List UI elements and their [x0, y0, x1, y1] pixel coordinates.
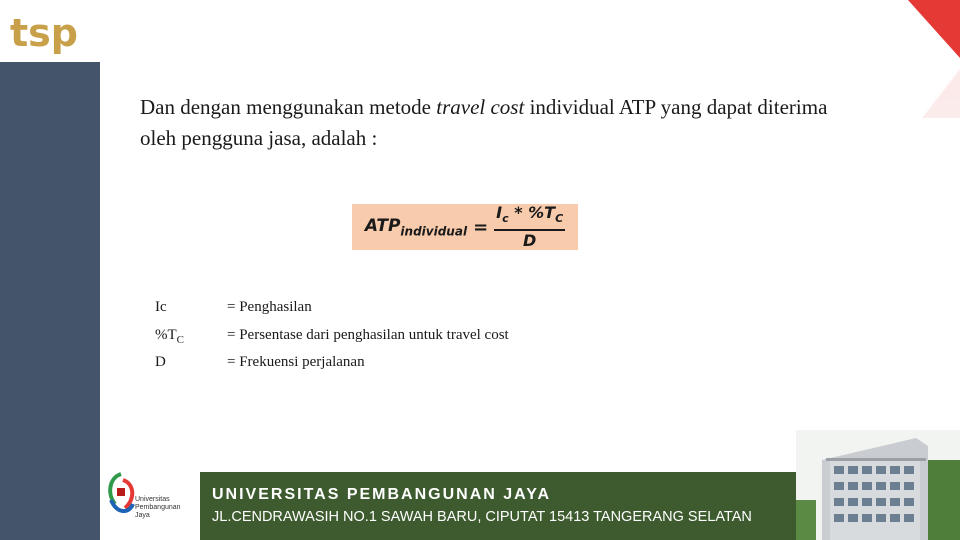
logo-text: tsp: [10, 11, 78, 55]
numer-tc-sub: C: [555, 212, 564, 226]
definition-row: [155, 351, 509, 379]
numer-ic-sub: c: [502, 212, 509, 226]
university-emblem-icon: [105, 470, 137, 520]
sidebar-band: [0, 62, 100, 540]
definition-symbol: Ic: [155, 299, 167, 315]
definition-text: = Frekuensi perjalanan: [227, 354, 365, 370]
intro-text-1: Dan dengan menggunakan metode: [140, 95, 437, 119]
definition-text: = Persentase dari penghasilan untuk travel cost: [227, 326, 509, 343]
numer-op: * %T: [508, 202, 556, 222]
intro-text-2: individual ATP yang dapat diterima oleh pengguna jasa, adalah :: [140, 95, 828, 150]
definitions-list: [155, 296, 509, 379]
campus-building-image: [796, 430, 960, 540]
tsp-logo: [10, 10, 90, 58]
definition-row: [155, 324, 509, 352]
formula-lhs-sub: individual: [400, 224, 468, 239]
formula-lhs: [365, 216, 467, 238]
formula-equals: =: [473, 216, 489, 238]
definition-symbol: D: [155, 354, 166, 370]
formula-lhs-main: ATP: [364, 215, 401, 236]
atp-formula: [352, 204, 578, 250]
university-logo-text: Universitas Pembangunan Jaya: [135, 496, 181, 519]
definition-row: [155, 296, 509, 324]
footer-banner: [200, 472, 796, 540]
intro-paragraph: [140, 92, 860, 154]
formula-denominator: D: [523, 231, 537, 251]
university-logo: [105, 470, 195, 536]
university-name: UNIVERSITAS PEMBANGUNAN JAYA: [212, 486, 552, 503]
numer-ic: I: [496, 202, 503, 222]
corner-decoration: [900, 0, 960, 130]
formula-fraction: [494, 204, 565, 250]
definition-symbol: $\%T_C$: [155, 326, 185, 346]
definition-text: = Penghasilan: [227, 299, 312, 315]
intro-italic: travel cost: [436, 95, 525, 119]
formula-numerator: [494, 204, 565, 231]
university-address: JL.CENDRAWASIH NO.1 SAWAH BARU, CIPUTAT 15413 TANGERANG SELATAN: [212, 509, 752, 525]
